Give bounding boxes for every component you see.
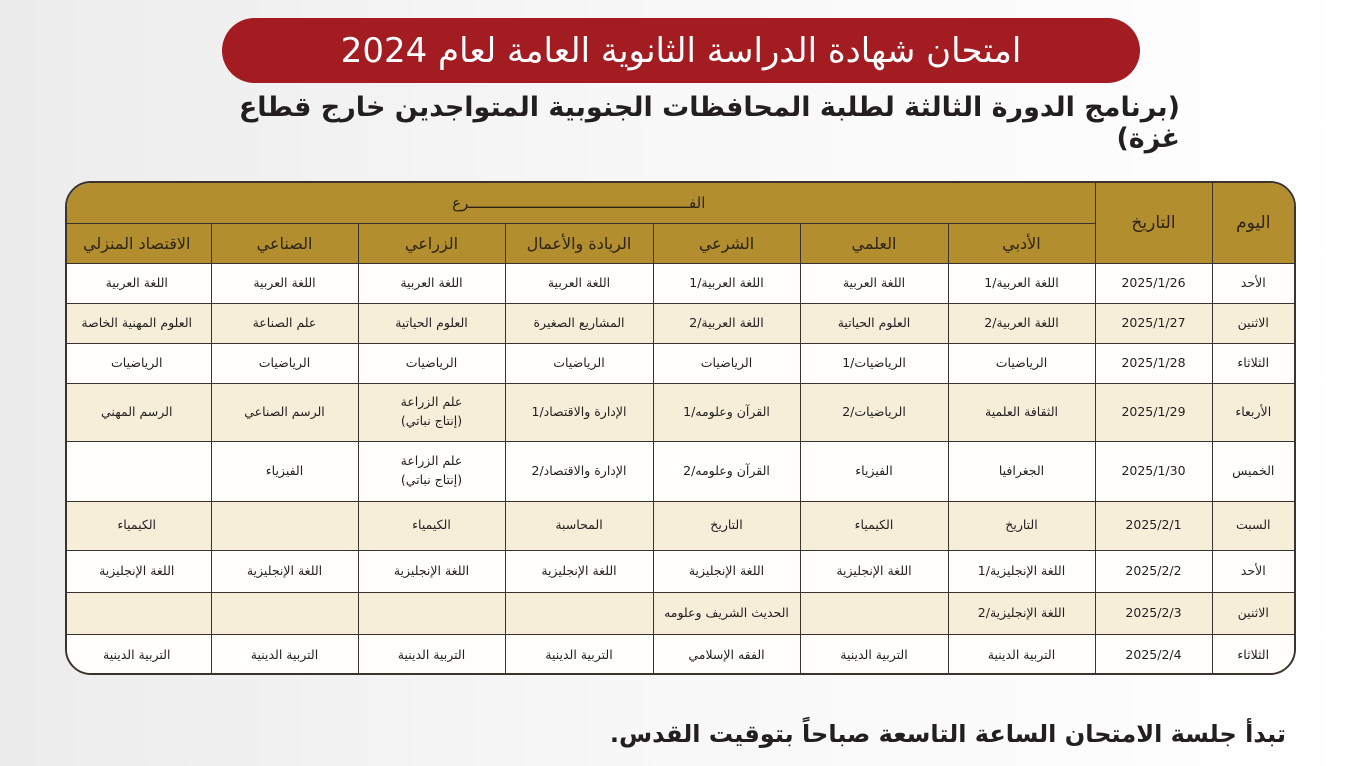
subject-text: الرياضيات/2 — [842, 403, 906, 419]
subject-text: التربية الدينية — [103, 646, 171, 662]
subject-cell — [358, 501, 505, 550]
subject-cell — [948, 303, 1095, 343]
subject-cell — [948, 501, 1095, 550]
header-branch: الشرعي — [653, 223, 800, 263]
subject-text: اللغة الإنجليزية/2 — [977, 604, 1066, 620]
subject-text: العلوم المهنية الخاصة — [81, 314, 193, 330]
day-cell: الثلاثاء — [1212, 343, 1294, 383]
subject-cell — [65, 550, 211, 592]
subject-cell — [653, 634, 800, 675]
table-row — [65, 550, 1294, 592]
header-branch: الزراعي — [358, 223, 505, 263]
subject-text: الفقه الإسلامي — [688, 646, 765, 662]
subject-text: الرياضيات/1 — [842, 354, 906, 370]
subject-text: الإدارة والاقتصاد/1 — [531, 403, 627, 419]
subject-cell — [65, 501, 211, 550]
subject-cell — [800, 592, 948, 634]
subject-cell — [653, 441, 800, 501]
subject-text: الكيمياء — [854, 517, 894, 533]
subject-text: الرياضيات — [700, 354, 753, 370]
subject-text: اللغة العربية/1 — [984, 274, 1059, 290]
table-row — [65, 263, 1294, 303]
subject-cell — [653, 263, 800, 303]
subject-cell — [358, 592, 505, 634]
subject-text: التربية الدينية — [397, 646, 466, 662]
subject-text: اللغة العربية — [400, 274, 463, 290]
subject-cell — [211, 383, 358, 441]
table-row — [65, 441, 1294, 501]
subject-text: الرياضيات — [258, 354, 311, 370]
subject-cell — [65, 303, 211, 343]
subject-text: الكيمياء — [117, 517, 157, 533]
subject-cell — [948, 263, 1095, 303]
subject-cell — [358, 343, 505, 383]
header-branch: الأدبي — [948, 223, 1095, 263]
subject-text: الإدارة والاقتصاد/2 — [531, 462, 627, 478]
subject-cell — [505, 441, 653, 501]
date-cell: 2025/1/26 — [1095, 263, 1212, 303]
header-date: التاريخ — [1095, 183, 1212, 263]
day-cell: الأحد — [1212, 550, 1294, 592]
subject-cell — [65, 383, 211, 441]
subject-cell — [65, 263, 211, 303]
subject-text: الرسم الصناعي — [244, 403, 325, 419]
subject-cell — [653, 592, 800, 634]
subject-cell — [800, 634, 948, 675]
subject-cell — [505, 303, 653, 343]
date-cell: 2025/1/27 — [1095, 303, 1212, 343]
subject-cell — [800, 303, 948, 343]
subject-text: اللغة الإنجليزية/1 — [977, 562, 1066, 578]
subject-cell — [65, 592, 211, 634]
subject-text: اللغة العربية/2 — [984, 314, 1059, 330]
subject-text: الرياضيات — [111, 354, 163, 370]
subject-text: علم الزراعة — [400, 453, 463, 469]
subject-cell — [358, 263, 505, 303]
subject-cell — [800, 343, 948, 383]
header-branch: الصناعي — [211, 223, 358, 263]
header-branch: الاقتصاد المنزلي — [65, 223, 211, 263]
table-row — [65, 592, 1294, 634]
table-row — [65, 303, 1294, 343]
subject-text: التاريخ — [710, 517, 743, 533]
subject-cell — [653, 343, 800, 383]
subject-cell — [948, 634, 1095, 675]
subject-text: (إنتاج نباتي) — [400, 413, 463, 428]
subject-cell — [211, 592, 358, 634]
subject-text: اللغة الإنجليزية — [246, 562, 323, 578]
subject-cell — [505, 383, 653, 441]
subject-cell — [948, 592, 1095, 634]
date-cell: 2025/2/1 — [1095, 501, 1212, 550]
table-row — [65, 501, 1294, 550]
subject-text: العلوم الحياتية — [395, 314, 468, 330]
subject-text: علم الصناعة — [252, 314, 317, 330]
subject-cell — [505, 550, 653, 592]
subject-cell — [65, 634, 211, 675]
date-cell: 2025/1/28 — [1095, 343, 1212, 383]
subject-cell — [948, 550, 1095, 592]
subject-text: اللغة الإنجليزية — [541, 562, 617, 578]
subject-text: الكيمياء — [412, 517, 451, 533]
subject-cell — [505, 634, 653, 675]
subject-cell — [505, 343, 653, 383]
subject-cell — [358, 383, 505, 441]
subject-cell — [211, 634, 358, 675]
table-row — [65, 634, 1294, 675]
subject-text: الرسم المهني — [101, 403, 173, 419]
date-cell: 2025/2/2 — [1095, 550, 1212, 592]
header-branch-group: الفــــــــــــــــــــــــــــــــــــــــــــــــــرع — [65, 183, 1095, 223]
subject-text: (إنتاج نباتي) — [400, 472, 463, 487]
subject-cell — [800, 501, 948, 550]
day-cell: الخميس — [1212, 441, 1294, 501]
subject-cell — [358, 441, 505, 501]
subject-cell — [358, 634, 505, 675]
subject-text: الرياضيات — [995, 354, 1048, 370]
exam-schedule-table — [65, 181, 1296, 675]
subject-text: الحديث الشريف وعلومه — [664, 604, 789, 620]
subject-text: اللغة العربية/2 — [689, 314, 764, 330]
subject-text: اللغة الإنجليزية — [688, 562, 765, 578]
subject-cell — [358, 303, 505, 343]
subject-text: التربية الدينية — [545, 646, 613, 662]
page-subtitle: (برنامج الدورة الثالثة لطلبة المحافظات الجنوبية المتواجدين خارج قطاع غزة) — [238, 92, 1180, 154]
day-cell: السبت — [1212, 501, 1294, 550]
subject-text: القرآن وعلومه/2 — [683, 462, 770, 478]
subject-text: اللغة العربية — [547, 274, 611, 290]
subject-text: التاريخ — [1005, 517, 1038, 533]
subject-text: المحاسبة — [555, 517, 603, 533]
subject-cell — [211, 303, 358, 343]
subject-text: الجغرافيا — [998, 462, 1045, 478]
subject-text: التربية الدينية — [987, 646, 1056, 662]
day-cell: الأحد — [1212, 263, 1294, 303]
subject-text: القرآن وعلومه/1 — [683, 403, 770, 419]
subject-cell — [653, 303, 800, 343]
date-cell: 2025/1/30 — [1095, 441, 1212, 501]
subject-text: التربية الدينية — [250, 646, 319, 662]
subject-cell — [211, 550, 358, 592]
subject-text: اللغة العربية — [253, 274, 316, 290]
table-row — [65, 383, 1294, 441]
subject-cell — [65, 441, 211, 501]
subject-text: العلوم الحياتية — [837, 314, 911, 330]
subject-cell — [211, 441, 358, 501]
subject-cell — [65, 343, 211, 383]
date-cell: 2025/1/29 — [1095, 383, 1212, 441]
subject-cell — [505, 501, 653, 550]
day-cell: الثلاثاء — [1212, 634, 1294, 675]
subject-cell — [358, 550, 505, 592]
subject-cell — [211, 263, 358, 303]
subject-cell — [800, 550, 948, 592]
date-cell: 2025/2/4 — [1095, 634, 1212, 675]
subject-text: علم الزراعة — [400, 394, 463, 410]
subject-text: اللغة الإنجليزية — [836, 562, 912, 578]
subject-cell — [800, 263, 948, 303]
subject-text: التربية الدينية — [840, 646, 908, 662]
day-cell: الأربعاء — [1212, 383, 1294, 441]
subject-text: اللغة العربية/1 — [689, 274, 764, 290]
subject-text: الرياضيات — [553, 354, 605, 370]
subject-text: اللغة العربية — [105, 274, 168, 290]
subject-cell — [948, 343, 1095, 383]
subject-cell — [800, 383, 948, 441]
subject-cell — [211, 501, 358, 550]
subject-text: الفيزياء — [855, 462, 893, 478]
day-cell: الاثنين — [1212, 592, 1294, 634]
subject-cell — [948, 383, 1095, 441]
footer-note: تبدأ جلسة الامتحان الساعة التاسعة صباحاً بتوقيت القدس. — [609, 720, 1286, 748]
subject-cell — [211, 343, 358, 383]
subject-cell — [800, 441, 948, 501]
page-title: امتحان شهادة الدراسة الثانوية العامة لعام 2024 — [222, 18, 1140, 83]
subject-cell — [505, 592, 653, 634]
date-cell: 2025/2/3 — [1095, 592, 1212, 634]
subject-cell — [653, 550, 800, 592]
subject-cell — [948, 441, 1095, 501]
header-branch: الريادة والأعمال — [505, 223, 653, 263]
subject-text: اللغة العربية — [842, 274, 906, 290]
subject-text: الثقافة العلمية — [985, 403, 1058, 419]
header-branch: العلمي — [800, 223, 948, 263]
subject-text: المشاريع الصغيرة — [533, 314, 625, 330]
subject-cell — [653, 501, 800, 550]
day-cell: الاثنين — [1212, 303, 1294, 343]
subject-cell — [653, 383, 800, 441]
table-row — [65, 343, 1294, 383]
subject-text: اللغة الإنجليزية — [393, 562, 470, 578]
subject-text: اللغة الإنجليزية — [99, 562, 175, 578]
subject-text: الرياضيات — [405, 354, 458, 370]
subject-cell — [505, 263, 653, 303]
header-day: اليوم — [1212, 183, 1294, 263]
subject-text: الفيزياء — [265, 462, 304, 478]
